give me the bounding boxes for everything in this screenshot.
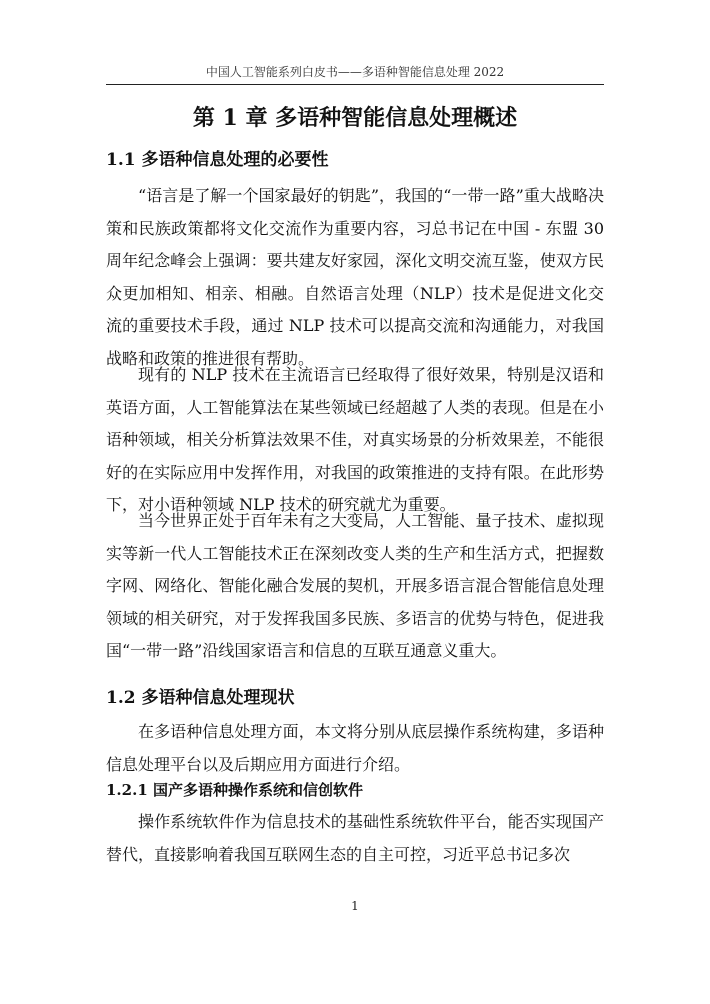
paragraph-1-2-1-a: 操作系统软件作为信息技术的基础性系统软件平台，能否实现国产替代，直接影响着我国互联网生态的自主可控，习近平总书记多次 [106, 812, 604, 864]
section-heading-1-1: 1.1 多语种信息处理的必要性 [106, 150, 329, 170]
section-heading-1-2: 1.2 多语种信息处理现状 [106, 688, 295, 708]
paragraph-1-1-b: 现有的 NLP 技术在主流语言已经取得了很好效果，特别是汉语和英语方面，人工智能算法在某些领域已经超越了人类的表现。但是在小语种领域，相关分析算法效果不佳，对真实场景的分析效果差，不能很好的在实际应用中发挥作用，对我国的政策推进的支持有限。在此形势下，对小语种领域 NLP 技术的研究就尤为重要。 [106, 365, 604, 514]
paragraph-1-1-c: 当今世界正处于百年未有之大变局，人工智能、量子技术、虚拟现实等新一代人工智能技术正在深刻改变人类的生产和生活方式，把握数字网、网络化、智能化融合发展的契机，开展多语言混合智能信息处理领域的相关研究，对于发挥我国多民族、多语言的优势与特色，促进我国“一带一路”沿线国家语言和信息的互联互通意义重大。 [106, 511, 604, 660]
chapter-title: 第 1 章 多语种智能信息处理概述 [192, 105, 518, 131]
paragraph-1-2-a: 在多语种信息处理方面，本文将分别从底层操作系统构建，多语种信息处理平台以及后期应用方面进行介绍。 [106, 722, 604, 774]
running-header: 中国人工智能系列白皮书——多语种智能信息处理 2022 [205, 65, 505, 79]
paragraph-1-1-a: “语言是了解一个国家最好的钥匙”，我国的“一带一路”重大战略决策和民族政策都将文化交流作为重要内容，习总书记在中国 - 东盟 30 周年纪念峰会上强调：要共建友好家园，深化文明交流互鉴，使双方民众更加相知、相亲、相融。自然语言处理（NLP）技术是促进文化交流的重要技术手段，通过 NLP 技术可以提高交流和沟通能力，对我国战略和政策的推进很有帮助。 [106, 186, 604, 368]
header-rule [106, 84, 604, 85]
page-number: 1 [351, 899, 359, 913]
subsection-heading-1-2-1: 1.2.1 国产多语种操作系统和信创软件 [106, 781, 363, 799]
